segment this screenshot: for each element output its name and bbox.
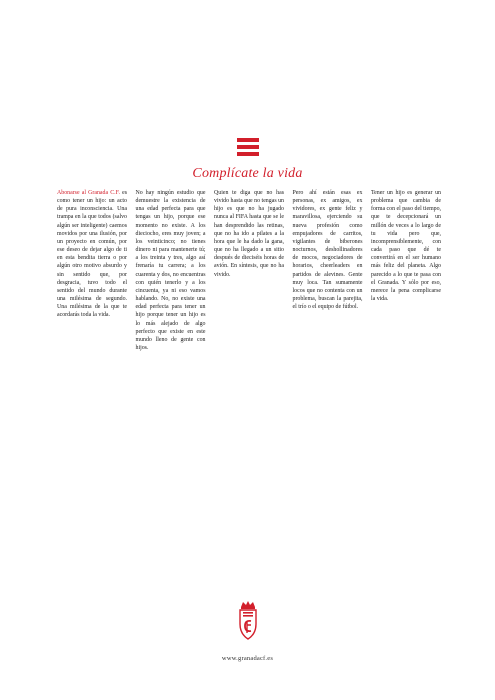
text-column-3: [214, 189, 284, 352]
page-title: Complícate la vida: [192, 166, 303, 181]
granada-cf-crest-icon: [236, 600, 260, 640]
paragraph-3: Quien te diga que no has vivido hasta que no tengas un hijo es que no ha jugado nunca al FIFA hasta que se le han desprendido las retinas, que no ha ido a pilates a la hora que le ha dado la gana, que no ha llegado a un sitio después de dieciséis horas de avión. En síntesis, que no ha vivido.: [214, 190, 284, 278]
red-stripes-emblem-icon: [237, 138, 259, 156]
paragraph-1: [57, 189, 127, 320]
website-url: www.granadacf.es: [221, 655, 274, 662]
paragraph-text: es como tener un hijo: un acto de pura inconsciencia. Una trampa en la que todos (salvo algún ser inteligente) caemos movidos por una ilusión, por un proyecto en común, por ese deseo de dejar algo de ti en esta bendita tierra o por algún otro motivo absurdo y sin sentido que, por desgracia, tuvo todo el sentido del mundo durante una milésima de segundo. Una milésima de la que te acordarás toda la vida.: [57, 190, 127, 319]
text-column-1: [57, 189, 127, 352]
paragraph-4: Pero ahí están esas ex personas, ex amigos, ex vividores, ex gente feliz y maravillosa, ejerciendo su nueva profesión como empujadores de carritos, vigilantes de biberones nocturnos, deshollinadores de mocos, negociadores de horarios, cheerleaders en partidos de alevines. Gente muy loca. Tan sumamente locos que no contenta con un problema, buscan la parejita, el trío o el equipo de fútbol.: [292, 190, 363, 311]
paragraph-2: No hay ningún estudio que demuestre la existencia de una edad perfecta para que tengas un hijo, porque ese momento no existe. A los dieciocho, eres muy joven; a los veinticinco; no tienes dinero ni para mantenerte tú; a los treinta y tres, algo así frenaría tu carrera; a los cuarenta y dos, no encuentras con quién tenerlo y a los cincuenta, ya ni eso vamos hablando. No, no existe una edad perfecta para tener un hijo porque tener un hijo es lo más alejado de algo perfecto que existe en este mundo lleno de gente con hijos.: [135, 190, 206, 351]
paragraph-lead: Abonarse al Granada C.F.: [57, 190, 120, 196]
text-column-5: [371, 189, 441, 352]
text-column-4: [293, 189, 363, 352]
paragraph-5: Tener un hijo es generar un problema que cambia de forma con el paso del tiempo, que te decepcionará un millón de veces a lo largo de tu vida pero que, incomprensiblemente, con cada paso que dé te convertirá en el ser humano más feliz del planeta. Algo parecido a lo que te pasa con el Granada. Y sólo por eso, merece la pena complicarse la vida.: [371, 190, 442, 303]
text-column-2: [136, 189, 206, 352]
text-columns: [57, 189, 441, 352]
